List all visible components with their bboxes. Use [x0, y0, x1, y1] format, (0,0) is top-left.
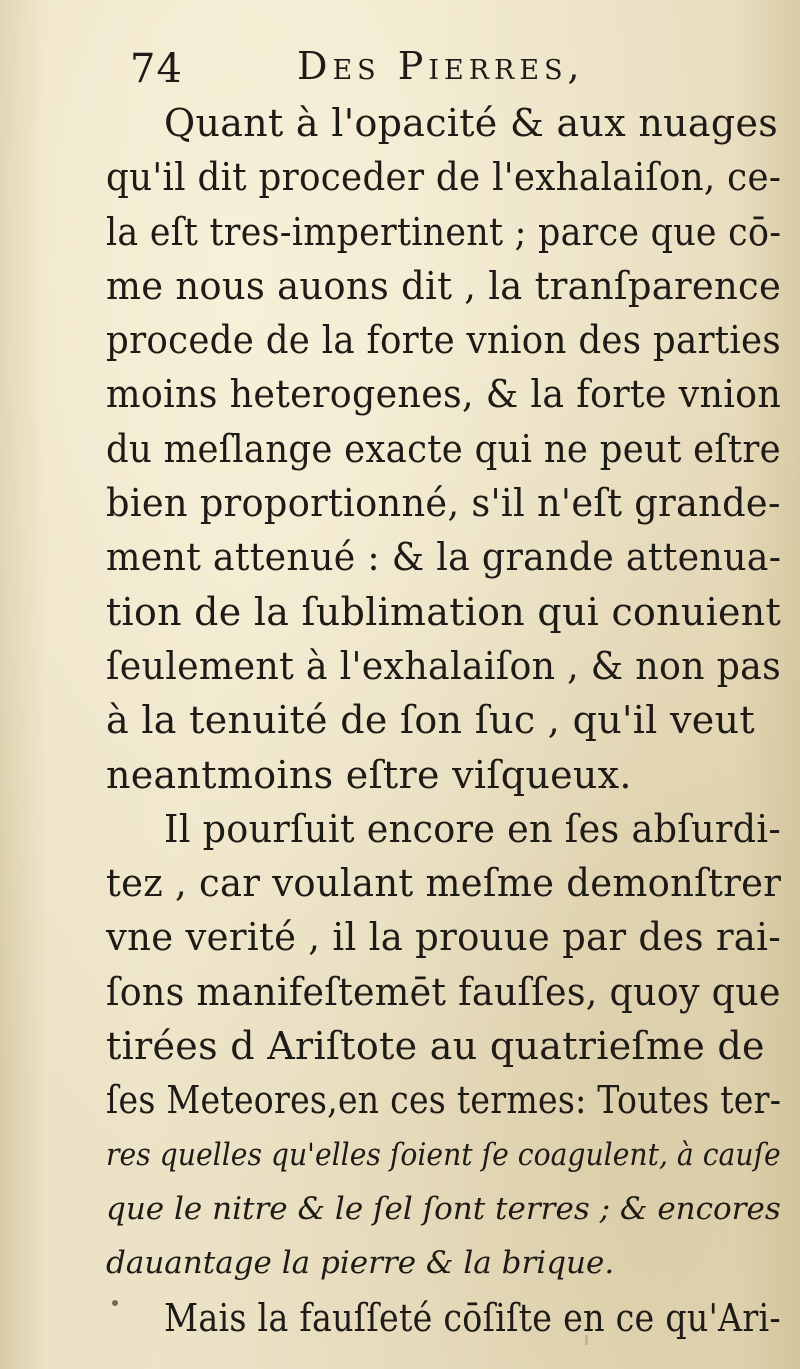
- text-line-content: dauantage la pierre & la brique.: [106, 1245, 615, 1282]
- running-head: Des Pierres,: [297, 44, 585, 88]
- text-line-content: Il pourſuit encore en ſes abſurdi-: [164, 806, 781, 851]
- text-line: [106, 1291, 796, 1345]
- text-line: [106, 150, 796, 204]
- text-line: [106, 802, 796, 856]
- page-number: 74: [130, 46, 183, 92]
- text-line: [106, 856, 796, 910]
- text-line: [106, 530, 796, 584]
- text-line-content: ſeulement à l'exhalaiſon , & non pas: [106, 643, 782, 688]
- text-line: [106, 965, 796, 1019]
- text-line: [106, 1128, 796, 1182]
- text-line-content: ſes Meteores,en ces termes: Toutes ter-: [106, 1078, 782, 1123]
- text-line: [106, 313, 796, 367]
- text-line-content: neantmoins eſtre viſqueux.: [106, 752, 632, 797]
- text-line-content: res quelles qu'elles ſoient ſe coagulent, à cauſe: [106, 1136, 781, 1173]
- paper-stain: [585, 1335, 588, 1345]
- text-line: [106, 422, 796, 476]
- text-line-content: procede de la forte vnion des parties: [106, 318, 781, 363]
- text-line-content: moins heterogenes, & la forte vnion: [106, 372, 782, 417]
- text-line: [106, 585, 796, 639]
- text-line-content: qu'il dit proceder de l'exhalaiſon, ce-: [106, 155, 782, 200]
- text-line: [106, 259, 796, 313]
- text-line: [106, 205, 796, 259]
- text-line: [106, 96, 796, 150]
- text-line-content: Mais la fauſſeté cōſiſte en ce qu'Ari-: [164, 1295, 781, 1340]
- text-line-content: Quant à l'opacité & aux nuages: [164, 101, 779, 145]
- text-line: [106, 910, 796, 964]
- text-line-content: ment attenué : & la grande attenua-: [106, 535, 782, 580]
- text-line-content: tez , car voulant meſme demonſtrer: [106, 861, 782, 906]
- text-line-content: bien proportionné, s'il n'eſt grande-: [106, 481, 781, 526]
- text-line-content: tion de la ſublimation qui conuient: [106, 589, 782, 634]
- text-line: [106, 639, 796, 693]
- text-line: [106, 693, 796, 747]
- text-line-content: ſons manifeſtemēt fauſſes, quoy que: [106, 969, 781, 1014]
- text-line: [106, 748, 796, 802]
- text-line-content: me nous auons dit , la tranſparence: [106, 263, 782, 308]
- paper-stain: [112, 1300, 118, 1306]
- body-text: [106, 96, 796, 1345]
- text-line-content: à la tenuité de ſon ſuc , qu'il veut: [106, 698, 755, 743]
- text-line: [106, 367, 796, 421]
- text-line-content: vne verité , il la prouue par des rai-: [106, 915, 782, 960]
- text-line-content: du meſlange exacte qui ne peut eſtre: [106, 426, 781, 471]
- text-line: [106, 1182, 796, 1236]
- text-line: [106, 476, 796, 530]
- page-header: [122, 42, 682, 102]
- text-line-content: tirées d Ariſtote au quatrieſme de: [106, 1024, 765, 1069]
- text-line-content: que le nitre & le ſel ſont terres ; & encores: [106, 1190, 781, 1227]
- text-line: [106, 1236, 796, 1290]
- text-line: [106, 1073, 796, 1127]
- text-line-content: la eſt tres-impertinent ; parce que cō-: [106, 209, 782, 254]
- text-line: [106, 1019, 796, 1073]
